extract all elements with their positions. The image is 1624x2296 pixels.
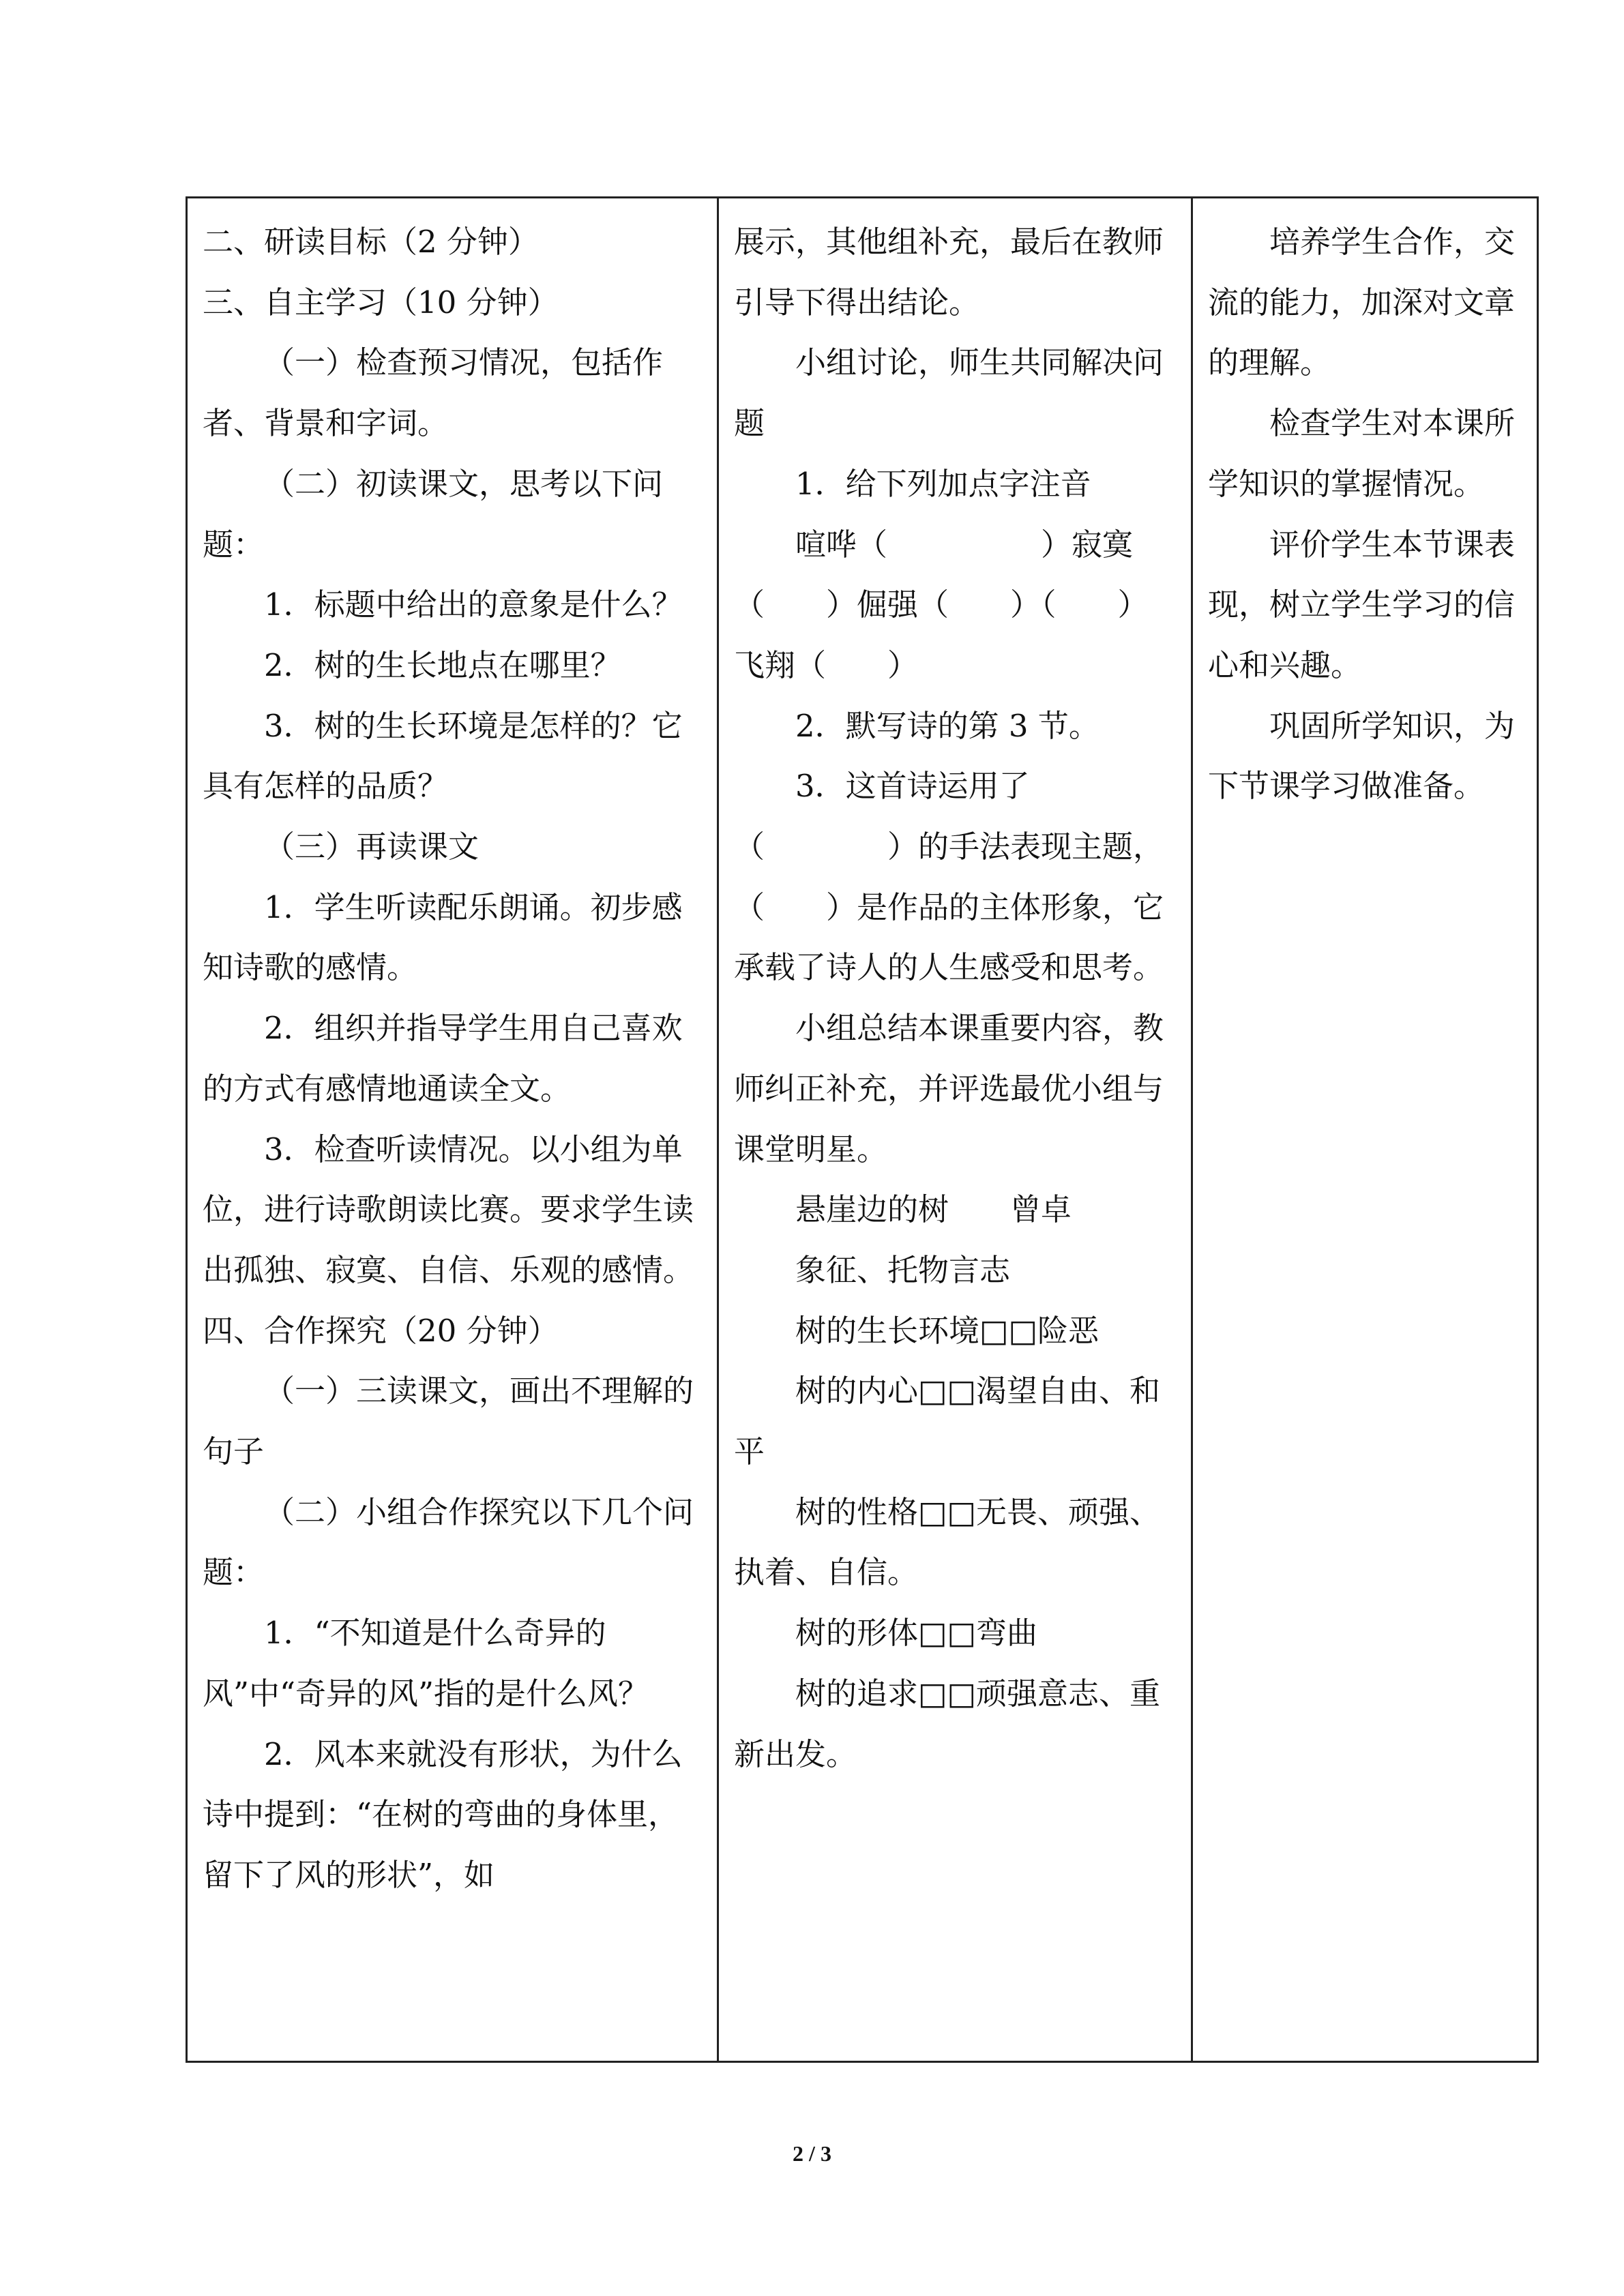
paragraph: 象征、托物言志 — [795, 1251, 1011, 1288]
activity-column-cell — [187, 198, 718, 2062]
activity-text — [203, 212, 703, 1906]
process-text — [734, 212, 1177, 1785]
paragraph: 评价学生本节课表现，树立学生学习的信心和兴趣。 — [1208, 526, 1516, 683]
process-column-cell — [718, 198, 1192, 2062]
paragraph: 2．树的生长地点在哪里？ — [264, 646, 621, 683]
paragraph: 展示，其他组补充，最后在教师引导下得出结论。 — [734, 224, 1164, 320]
paragraph: 1．标题中给出的意象是什么？ — [264, 586, 683, 623]
paragraph: 1．学生听读配乐朗诵。初步感知诗歌的感情。 — [203, 889, 683, 986]
lesson-plan-table — [186, 196, 1539, 2063]
paragraph: 四、合作探究（20 分钟） — [203, 1312, 559, 1349]
paragraph: 悬崖边的树 曾卓 — [795, 1191, 1072, 1228]
paragraph: （一）三读课文，画出不理解的句子 — [203, 1373, 694, 1470]
paragraph: 3．这首诗运用了（ ）的手法表现主题，（ ）是作品的主体形象，它承载了诗人的人生感受和思考。 — [734, 768, 1164, 986]
table-row — [187, 198, 1538, 2062]
paragraph: 树的生长环境□□险恶 — [795, 1312, 1099, 1349]
paragraph: 2．组织并指导学生用自己喜欢的方式有感情地通读全文。 — [203, 1010, 683, 1107]
paragraph: （二）小组合作探究以下几个问题： — [203, 1493, 694, 1591]
paragraph: 2．默写诗的第 3 节。 — [795, 707, 1099, 744]
paragraph: （一）检查预习情况，包括作者、背景和字词。 — [203, 344, 664, 442]
paragraph: 1．给下列加点字注音 — [795, 465, 1091, 502]
paragraph: （二）初读课文，思考以下问题： — [203, 465, 664, 563]
paragraph: 二、研读目标（2 分钟） — [203, 224, 539, 260]
paragraph: 树的内心□□渴望自由、和平 — [734, 1373, 1161, 1470]
paragraph: 小组讨论，师生共同解决问题 — [734, 344, 1164, 442]
paragraph: 培养学生合作，交流的能力，加深对文章的理解。 — [1208, 224, 1516, 381]
purpose-text — [1208, 212, 1523, 817]
page-number: 2 / 3 — [793, 2141, 831, 2166]
paragraph: 小组总结本课重要内容，教师纠正补充，并评选最优小组与课堂明星。 — [734, 1010, 1164, 1167]
paragraph: 树的性格□□无畏、顽强、执着、自信。 — [734, 1493, 1161, 1591]
paragraph: 喧哗（ ）寂寞（ ）倔强（ ）（ ）飞翔（ ） — [734, 526, 1149, 683]
paragraph: 三、自主学习（10 分钟） — [203, 284, 559, 320]
paragraph: 树的形体□□弯曲 — [795, 1615, 1038, 1652]
paragraph: 1．“不知道是什么奇异的风”中“奇异的风”指的是什么风？ — [203, 1615, 649, 1712]
paragraph: 树的追求□□顽强意志、重新出发。 — [734, 1675, 1161, 1772]
purpose-column-cell — [1192, 198, 1538, 2062]
paragraph: 3．检查听读情况。以小组为单位，进行诗歌朗读比赛。要求学生读出孤独、寂寞、自信、乐观的感情。 — [203, 1131, 694, 1288]
paragraph: 3．树的生长环境是怎样的？它具有怎样的品质？ — [203, 707, 683, 805]
paragraph: 检查学生对本课所学知识的掌握情况。 — [1208, 405, 1516, 502]
paragraph: 2．风本来就没有形状，为什么诗中提到：“在树的弯曲的身体里，留下了风的形状”，如 — [203, 1735, 683, 1893]
paragraph: （三）再读课文 — [264, 829, 479, 865]
paragraph: 巩固所学知识，为下节课学习做准备。 — [1208, 707, 1516, 805]
